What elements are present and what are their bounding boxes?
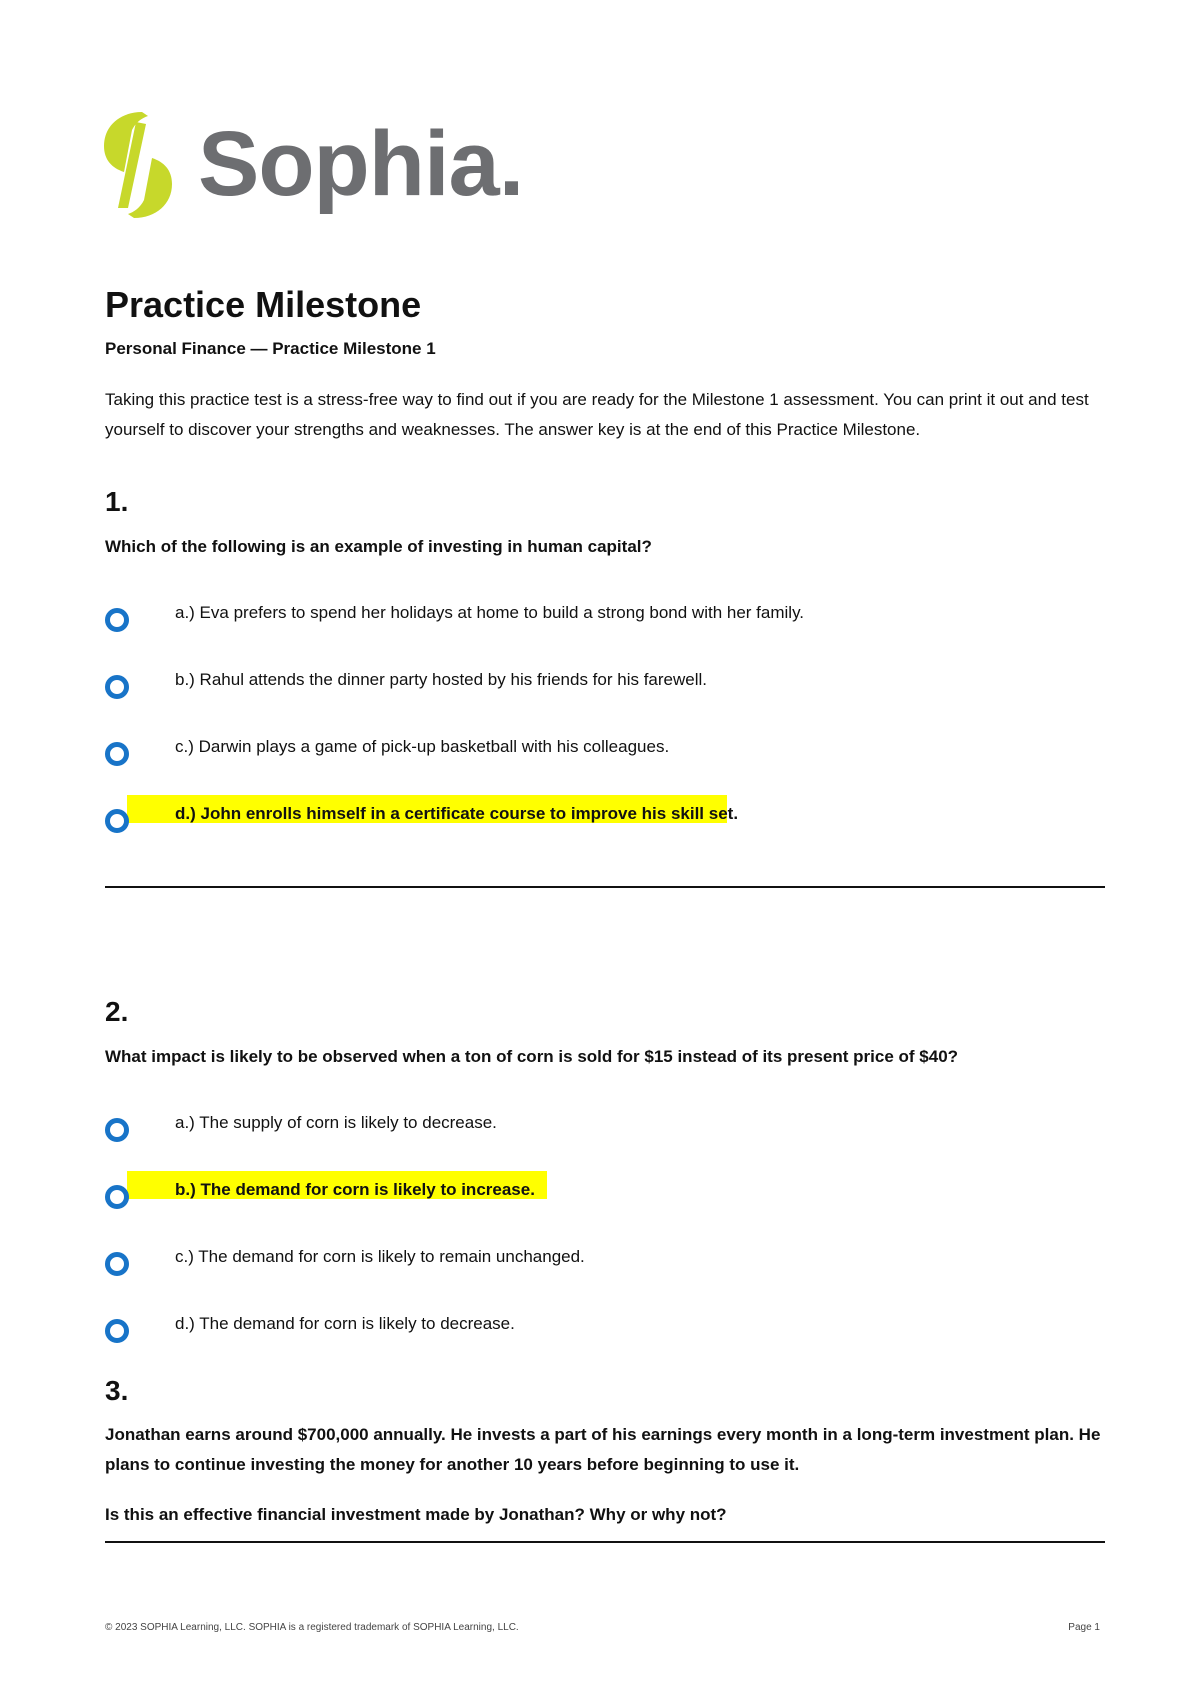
radio-button[interactable]	[105, 1319, 129, 1343]
page-title: Practice Milestone	[105, 284, 422, 325]
radio-button[interactable]	[105, 809, 129, 833]
radio-button[interactable]	[105, 742, 129, 766]
option-label: c.) Darwin plays a game of pick-up basketball with his colleagues.	[175, 737, 670, 756]
radio-button[interactable]	[105, 608, 129, 632]
option-label: b.) Rahul attends the dinner party hosted by his friends for his farewell.	[175, 670, 708, 689]
sophia-logo-text: Sophia.	[198, 113, 524, 215]
footer-page-number: Page 1	[1068, 1622, 1100, 1633]
option-label: a.) The supply of corn is likely to decrease.	[175, 1113, 497, 1132]
footer-copyright: © 2023 SOPHIA Learning, LLC. SOPHIA is a registered trademark of SOPHIA Learning, LLC.	[105, 1622, 519, 1633]
question-3-prompt: Jonathan earns around $700,000 annually. He invests a part of his earnings every month in a long-term investment plan. He plans to continue investing the money for another 10 years before beginning to use it.	[105, 1425, 1101, 1474]
intro-paragraph: Taking this practice test is a stress-free way to find out if you are ready for the Milestone 1 assessment. You can print it out and test yourself to discover your strengths and weaknesses. The answer key is at the end of this Practice Milestone.	[105, 390, 1089, 439]
page-subtitle: Personal Finance — Practice Milestone 1	[105, 339, 436, 358]
option-label-correct: b.) The demand for corn is likely to increase.	[175, 1180, 535, 1199]
option-label: a.) Eva prefers to spend her holidays at home to build a strong bond with her family.	[175, 603, 805, 622]
question-3-number: 3.	[105, 1375, 129, 1406]
option-label: c.) The demand for corn is likely to remain unchanged.	[175, 1247, 585, 1266]
question-2-prompt: What impact is likely to be observed when a ton of corn is sold for $15 instead of its present price of $40?	[105, 1047, 959, 1066]
option-label: d.) The demand for corn is likely to decrease.	[175, 1314, 515, 1333]
radio-button[interactable]	[105, 1252, 129, 1276]
section-divider	[105, 1541, 1105, 1543]
question-3-followup: Is this an effective financial investment made by Jonathan? Why or why not?	[105, 1505, 727, 1524]
radio-button[interactable]	[105, 675, 129, 699]
question-1-number: 1.	[105, 486, 129, 517]
question-1-prompt: Which of the following is an example of investing in human capital?	[105, 537, 652, 556]
question-2-number: 2.	[105, 996, 129, 1027]
sophia-logo-mark-icon	[98, 110, 178, 220]
section-divider	[105, 886, 1105, 888]
radio-button[interactable]	[105, 1118, 129, 1142]
radio-button[interactable]	[105, 1185, 129, 1209]
option-label-correct: d.) John enrolls himself in a certificate course to improve his skill set.	[175, 804, 739, 823]
